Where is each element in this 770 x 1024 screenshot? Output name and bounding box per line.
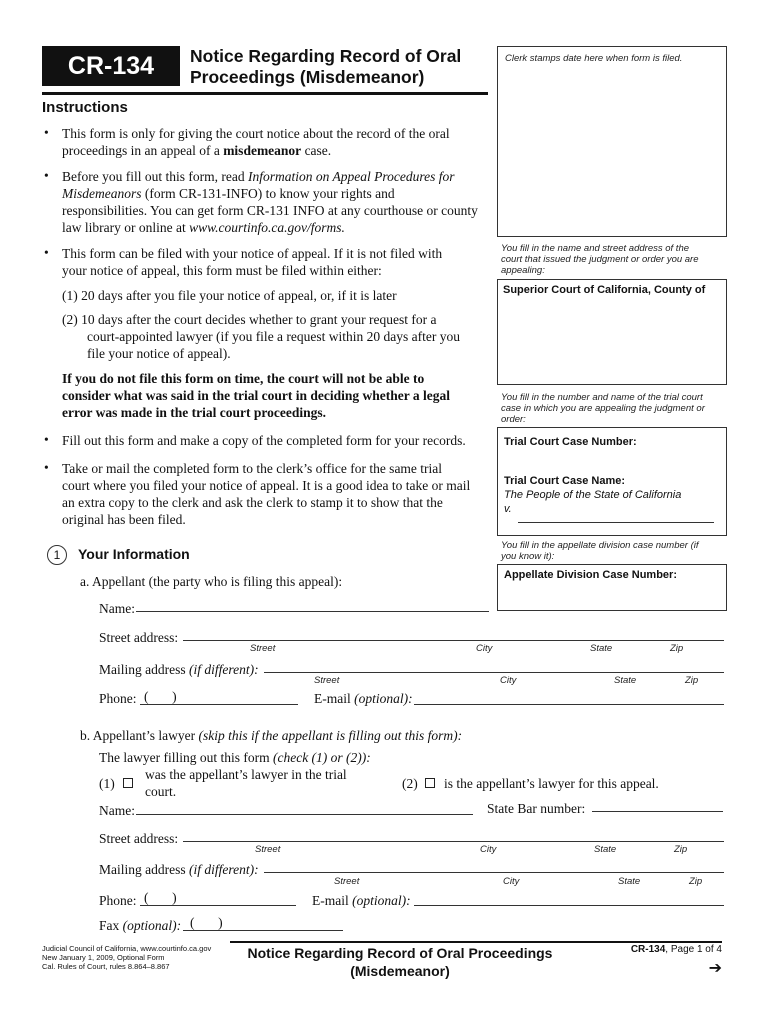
appellant-mailing-field[interactable]	[264, 672, 724, 673]
text-line: order:	[501, 414, 526, 425]
street-sublabel: Street	[250, 643, 276, 654]
italic-text: (optional):	[354, 691, 413, 706]
text-line	[62, 185, 492, 202]
text-line	[62, 168, 492, 185]
text-line: New January 1, 2009, Optional Form	[42, 953, 165, 962]
page-number: , Page 1 of 4	[665, 944, 722, 955]
lawyer-email-label	[312, 892, 411, 909]
city-sublabel: City	[480, 844, 497, 855]
text-line: court where you filed your notice of appeal. It is a good idea to take or mail	[62, 478, 471, 493]
street-address-label: Street address:	[99, 630, 179, 645]
lawyer-phone-field[interactable]	[140, 905, 296, 906]
text-line: (Misdemeanor)	[350, 963, 450, 979]
italic-text: (optional):	[122, 918, 182, 933]
state-sublabel: State	[590, 643, 613, 654]
text-line	[62, 142, 482, 159]
lawyer-name-field[interactable]	[136, 814, 473, 815]
next-page-arrow-icon: ➔	[708, 958, 722, 977]
phone-area-parens: ( )	[144, 689, 177, 704]
footer-form-id: CR-134	[630, 944, 666, 955]
text-line: an extra copy to the clerk and ask the clerk to stamp it to show that the	[62, 495, 443, 510]
text-line: Notice Regarding Record of Oral Proceedings	[247, 945, 553, 961]
text-line: Take or mail the completed form to the clerk’s office for the same trial	[62, 461, 443, 476]
text-line: appealing:	[501, 265, 545, 276]
text: Mailing address	[99, 662, 189, 677]
city-sublabel: City	[503, 876, 520, 887]
email-label	[314, 690, 413, 707]
text-line: You fill in the appellate division case number (if	[501, 540, 699, 551]
footer-source	[42, 944, 211, 971]
instruction-bullet-4: Fill out this form and make a copy of the completed form for your records.	[62, 433, 466, 448]
zip-sublabel: Zip	[670, 643, 684, 654]
lawyer-mailing-field[interactable]	[264, 872, 724, 873]
bullet: •	[44, 460, 49, 475]
bullet: •	[44, 168, 49, 183]
text-line: case in which you are appealing the judgment or	[501, 403, 705, 414]
footer-rule	[230, 941, 722, 943]
text: Mailing address	[99, 862, 189, 877]
text-line: responsibilities. You can get form CR-131 INFO at any courthouse or county	[62, 203, 478, 218]
form-id-badge: CR-134	[42, 46, 180, 86]
footer-title	[230, 944, 570, 980]
footer-page-info	[596, 944, 722, 955]
zip-sublabel: Zip	[685, 675, 699, 686]
text-line: consider what was said in the trial court in deciding whether a legal	[62, 388, 451, 403]
text: E-mail	[314, 691, 355, 706]
form-title-line2: Proceedings (Misdemeanor)	[190, 67, 425, 87]
italic-text: Information on Appeal Procedures for	[247, 169, 455, 184]
zip-sublabel: Zip	[674, 844, 688, 855]
instruction-bullet-5	[62, 460, 492, 528]
city-sublabel: City	[500, 675, 517, 686]
text-line: was the appellant’s lawyer in the trial	[145, 767, 347, 782]
street-sublabel: Street	[314, 675, 340, 686]
case-name-label: Trial Court Case Name:	[504, 475, 626, 487]
lawyer-phone-label: Phone:	[99, 893, 137, 908]
text-line: original has been filed.	[62, 512, 186, 527]
appellant-label: a. Appellant (the party who is filing this appeal):	[80, 574, 343, 589]
case-note	[501, 392, 726, 425]
italic-text: Misdemeanors	[62, 186, 142, 201]
text: proceedings in an appeal of a	[62, 143, 224, 158]
superior-court-box[interactable]	[497, 279, 727, 385]
state-sublabel: State	[618, 876, 641, 887]
appellant-phone-field[interactable]	[140, 704, 298, 705]
italic-text: (if different):	[189, 662, 259, 677]
defendant-name-line[interactable]	[518, 522, 714, 523]
text: law library or online at	[62, 220, 190, 235]
appellant-name-field[interactable]	[136, 611, 489, 612]
text-line: error was made in the trial court proceedings.	[62, 405, 326, 420]
state-bar-label: State Bar number:	[487, 801, 586, 816]
lawyer-street-label: Street address:	[99, 831, 179, 846]
clerk-stamp-note: Clerk stamps date here when form is filed.	[505, 53, 683, 64]
text-line: Cal. Rules of Court, rules 8.864–8.867	[42, 962, 170, 971]
text-line: your notice of appeal, this form must be filed within either:	[62, 263, 382, 278]
form-title	[190, 46, 490, 88]
case-name-value: The People of the State of California	[504, 489, 682, 501]
section-title: Your Information	[78, 546, 190, 562]
text-line: court.	[145, 784, 177, 799]
italic-text: (check (1) or (2)):	[272, 750, 371, 765]
trial-court-case-box[interactable]	[497, 427, 727, 536]
title-rule	[42, 92, 488, 95]
appeal-lawyer-checkbox[interactable]	[425, 778, 435, 788]
instruction-bullet-1	[62, 125, 482, 159]
street-sublabel: Street	[255, 844, 281, 855]
city-sublabel: City	[476, 643, 493, 654]
text: Fax	[99, 918, 123, 933]
state-sublabel: State	[614, 675, 637, 686]
bullet: •	[44, 125, 49, 140]
zip-sublabel: Zip	[689, 876, 703, 887]
text: (form CR-131-INFO) to know your rights and	[141, 186, 395, 201]
state-bar-field[interactable]	[592, 811, 723, 812]
text-line	[62, 219, 492, 236]
clerk-stamp-box	[497, 46, 727, 237]
bold-text: misdemeanor	[223, 143, 302, 158]
text-line: file your notice of appeal).	[87, 346, 231, 361]
option-2-number: (2)	[402, 776, 418, 791]
lawyer-label	[80, 727, 462, 744]
text-line: If you do not file this form on time, the court will not be able to	[62, 371, 425, 386]
case-number-label: Trial Court Case Number:	[504, 436, 637, 448]
appellate-case-label: Appellate Division Case Number:	[504, 569, 677, 581]
case-name-versus: v.	[504, 503, 512, 515]
italic-text: (optional):	[352, 893, 411, 908]
text: E-mail	[312, 893, 353, 908]
text-line: Judicial Council of California, www.courtinfo.ca.gov	[42, 944, 212, 953]
text-line: you know it):	[501, 551, 555, 562]
fax-area-parens: ( )	[190, 915, 223, 930]
court-note	[501, 243, 726, 276]
appellate-case-box[interactable]	[497, 564, 727, 611]
bullet: •	[44, 432, 49, 447]
lawyer-street-field[interactable]	[183, 841, 724, 842]
lawyer-fax-field[interactable]	[183, 930, 343, 931]
text-line: This form can be filed with your notice of appeal. If it is not filed with	[62, 246, 443, 261]
text-line: You fill in the name and street address of the	[501, 243, 690, 254]
appellate-note	[501, 540, 726, 562]
bullet: •	[44, 245, 49, 260]
text-line: This form is only for giving the court notice about the record of the oral	[62, 126, 450, 141]
text-line: court-appointed lawyer (if you file a request within 20 days after you	[87, 329, 461, 344]
text-line: You fill in the number and name of the trial court	[501, 392, 703, 403]
section-number-badge: 1	[47, 545, 67, 565]
italic-text: (if different):	[189, 862, 259, 877]
instruction-bullet-2	[62, 168, 492, 236]
lawyer-name-label: Name:	[99, 803, 135, 818]
street-sublabel: Street	[334, 876, 360, 887]
instruction-bullet-3	[62, 245, 482, 279]
option-1-number: (1)	[99, 776, 115, 791]
form-title-line1: Notice Regarding Record of Oral	[190, 46, 462, 66]
deadline-warning	[62, 370, 482, 421]
phone-area-parens: ( )	[144, 890, 177, 905]
text-line: court that issued the judgment or order you are	[501, 254, 699, 265]
lawyer-check-instruction	[99, 749, 371, 766]
lawyer-email-field[interactable]	[414, 905, 724, 906]
trial-lawyer-checkbox[interactable]	[123, 778, 133, 788]
appellant-street-field[interactable]	[183, 640, 724, 641]
option-2-text: is the appellant’s lawyer for this appeal.	[444, 776, 659, 791]
text: Before you fill out this form, read	[62, 169, 248, 184]
website-link-text: www.courtinfo.ca.gov/forms.	[189, 220, 345, 235]
text: The lawyer filling out this form	[99, 750, 273, 765]
text: b. Appellant’s lawyer	[80, 728, 199, 743]
name-label: Name:	[99, 601, 135, 616]
phone-label: Phone:	[99, 691, 137, 706]
mailing-address-label	[99, 661, 259, 678]
superior-court-label: Superior Court of California, County of	[503, 284, 706, 296]
option-1-text	[145, 766, 347, 800]
deadline-option-1: (1) 20 days after you file your notice of appeal, or, if it is later	[62, 288, 397, 303]
fax-label	[99, 917, 181, 934]
italic-text: (skip this if the appellant is filling out this form):	[198, 728, 463, 743]
lawyer-mailing-label	[99, 861, 259, 878]
text: case.	[301, 143, 332, 158]
text-line: (2) 10 days after the court decides whether to grant your request for a	[62, 312, 437, 327]
instructions-heading: Instructions	[42, 99, 128, 116]
appellant-email-field[interactable]	[414, 704, 724, 705]
deadline-option-2	[62, 311, 482, 362]
state-sublabel: State	[594, 844, 617, 855]
